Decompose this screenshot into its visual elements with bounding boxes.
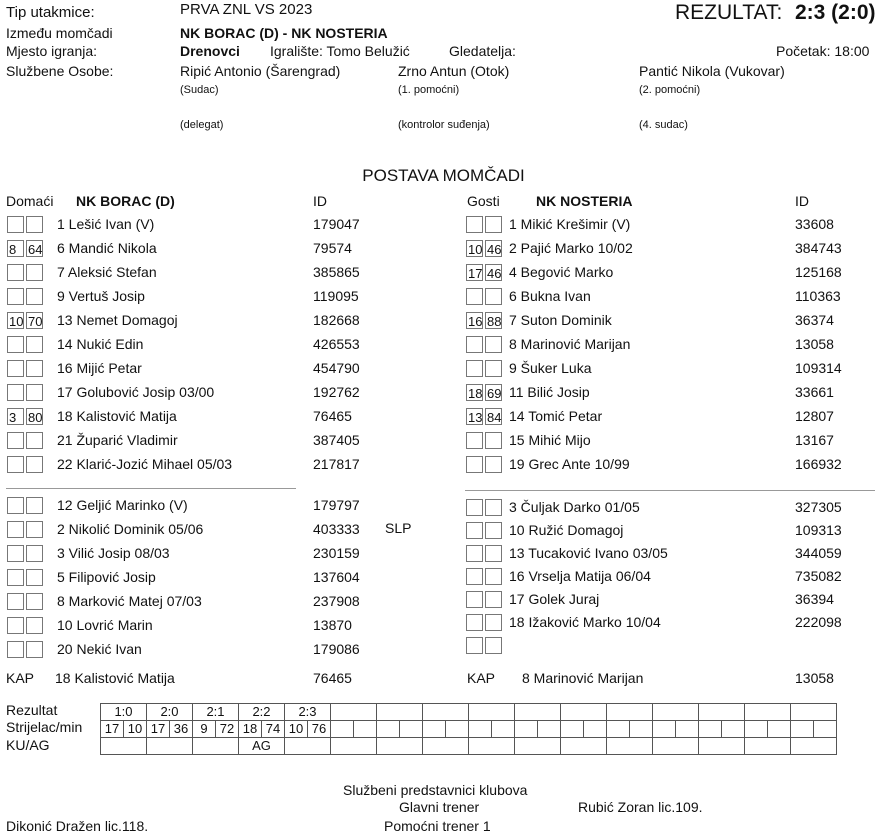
scorer-cell: 10 <box>285 721 308 738</box>
sudac-name: Ripić Antonio (Šarengrad) <box>180 63 341 79</box>
away-player-id: 33661 <box>795 384 834 400</box>
away-player-id: 13058 <box>795 336 834 352</box>
home-player-id: 76465 <box>313 408 352 424</box>
home-team: NK BORAC (D) <box>76 193 175 209</box>
minute-cell <box>492 721 515 738</box>
rezultat-label: REZULTAT: <box>675 1 783 24</box>
home-player-id: 119095 <box>313 288 359 304</box>
kontrolor-role: (kontrolor suđenja) <box>398 119 490 131</box>
away-box-a <box>466 614 483 631</box>
scorer-cell <box>423 721 446 738</box>
away-box-a <box>466 432 483 449</box>
away-player-id: 125168 <box>795 264 842 280</box>
home-box-b <box>26 569 43 586</box>
away-player-name: 6 Bukna Ivan <box>509 288 591 304</box>
away-kap-player: 8 Marinović Marijan <box>522 670 644 686</box>
home-box-a <box>7 456 24 473</box>
score-kuag-label: KU/AG <box>6 737 50 753</box>
kuag-cell <box>561 738 607 755</box>
away-team: NK NOSTERIA <box>536 193 633 209</box>
home-player-name: 14 Nukić Edin <box>57 336 144 352</box>
tip-value: PRVA ZNL VS 2023 <box>180 1 313 18</box>
home-kap-player: 18 Kalistović Matija <box>55 670 175 686</box>
scorer-cell: 17 <box>147 721 170 738</box>
sudac4-role: (4. sudac) <box>639 119 688 131</box>
away-player-id: 327305 <box>795 499 842 515</box>
minute-cell <box>676 721 699 738</box>
away-player-id: 344059 <box>795 545 842 561</box>
away-box-a: 16 <box>468 314 483 329</box>
home-divider <box>6 488 296 489</box>
scorer-cell: 17 <box>101 721 124 738</box>
pomocni-trener-label: Pomoćni trener 1 <box>384 818 491 834</box>
away-player-name: 4 Begović Marko <box>509 264 614 280</box>
home-box-a <box>7 336 24 353</box>
home-player-name: 7 Aleksić Stefan <box>57 264 157 280</box>
away-box-b: 69 <box>487 386 502 401</box>
kuag-cell <box>607 738 653 755</box>
home-kap-label: KAP <box>6 670 35 686</box>
result-cell <box>607 704 653 721</box>
izmedu-value: NK BORAC (D) - NK NOSTERIA <box>180 25 388 41</box>
score-strijelac-label: Strijelac/min <box>6 719 83 735</box>
away-box-a: 18 <box>468 386 483 401</box>
away-kap-label: KAP <box>467 670 496 686</box>
result-cell: 2:1 <box>193 704 239 721</box>
score-rezultat-label: Rezultat <box>6 702 58 718</box>
home-player-name: 1 Lešić Ivan (V) <box>57 216 155 232</box>
minute-cell: 76 <box>308 721 331 738</box>
home-box-a <box>7 384 24 401</box>
home-player-name: 3 Vilić Josip 08/03 <box>57 545 170 561</box>
result-cell <box>699 704 745 721</box>
away-player-name: 8 Marinović Marijan <box>509 336 631 352</box>
delegat-role: (delegat) <box>180 119 224 131</box>
home-player-id: 237908 <box>313 593 360 609</box>
minute-cell <box>446 721 469 738</box>
home-box-b <box>26 264 43 281</box>
kuag-cell <box>331 738 377 755</box>
away-box-b <box>485 288 502 305</box>
home-box-b <box>26 288 43 305</box>
home-player-name: 12 Geljić Marinko (V) <box>57 497 188 513</box>
scorer-cell <box>791 721 814 738</box>
away-box-b <box>485 432 502 449</box>
result-cell <box>561 704 607 721</box>
scorer-cell: 18 <box>239 721 262 738</box>
away-player-name: 7 Suton Dominik <box>509 312 612 328</box>
away-player-name: 2 Pajić Marko 10/02 <box>509 240 633 256</box>
away-player-name: 15 Mihić Mijo <box>509 432 591 448</box>
kuag-cell <box>147 738 193 755</box>
away-box-b <box>485 568 502 585</box>
slp-label: SLP <box>385 520 412 536</box>
home-player-name: 9 Vertuš Josip <box>57 288 145 304</box>
igraliste: Igralište: Tomo Belužić <box>270 43 410 59</box>
result-cell <box>469 704 515 721</box>
home-player-id: 387405 <box>313 432 360 448</box>
home-player-name: 6 Mandić Nikola <box>57 240 157 256</box>
kuag-cell <box>515 738 561 755</box>
minute-cell: 72 <box>216 721 239 738</box>
home-box-b <box>26 456 43 473</box>
home-player-id: 182668 <box>313 312 360 328</box>
minute-cell: 10 <box>124 721 147 738</box>
kuag-cell <box>791 738 837 755</box>
kuag-cell <box>423 738 469 755</box>
sudac-role: (Sudac) <box>180 84 219 96</box>
home-player-name: 16 Mijić Petar <box>57 360 142 376</box>
home-player-id: 179047 <box>313 216 360 232</box>
home-player-name: 21 Župarić Vladimir <box>57 432 178 448</box>
glavni-trener-label: Glavni trener <box>399 799 480 815</box>
away-box-a <box>466 591 483 608</box>
home-box-b <box>26 593 43 610</box>
away-player-id: 222098 <box>795 614 842 630</box>
scorer-cell <box>653 721 676 738</box>
home-box-b <box>26 497 43 514</box>
scorer-cell <box>607 721 630 738</box>
home-id-label: ID <box>313 193 327 209</box>
mjesto-value: Drenovci <box>180 43 240 59</box>
away-player-id: 735082 <box>795 568 842 584</box>
home-box-a <box>7 617 24 634</box>
home-box-b <box>26 432 43 449</box>
away-box-a <box>466 545 483 562</box>
kuag-cell: AG <box>239 738 285 755</box>
home-box-a <box>7 432 24 449</box>
home-player-id: 179797 <box>313 497 360 513</box>
away-player-id: 110363 <box>795 288 841 304</box>
score-table <box>100 703 837 755</box>
result-cell <box>791 704 837 721</box>
scorer-cell <box>699 721 722 738</box>
away-box-a <box>466 336 483 353</box>
away-player-id: 36374 <box>795 312 834 328</box>
home-player-id: 403333 <box>313 521 360 537</box>
away-player-id: 166932 <box>795 456 842 472</box>
away-box-b <box>485 545 502 562</box>
result-cell: 2:2 <box>239 704 285 721</box>
away-box-b <box>485 216 502 233</box>
home-box-a <box>7 288 24 305</box>
away-box-b <box>485 614 502 631</box>
home-player-id: 217817 <box>313 456 360 472</box>
away-player-name: 17 Golek Juraj <box>509 591 600 607</box>
away-divider <box>465 490 875 491</box>
away-player-id: 13167 <box>795 432 834 448</box>
scorer-cell <box>515 721 538 738</box>
away-player-id: 109314 <box>795 360 842 376</box>
pom2-name: Pantić Nikola (Vukovar) <box>639 63 785 79</box>
home-box-b <box>26 384 43 401</box>
away-player-id: 33608 <box>795 216 834 232</box>
home-person: Dikonić Dražen lic.118. <box>6 818 149 834</box>
away-box-a: 10 <box>468 242 483 257</box>
pom2-role: (2. pomoćni) <box>639 84 701 96</box>
result-cell <box>653 704 699 721</box>
osobe-label: Službene Osobe: <box>6 63 114 79</box>
away-player-id: 12807 <box>795 408 834 424</box>
scorer-cell <box>745 721 768 738</box>
home-box-b <box>26 336 43 353</box>
home-player-id: 192762 <box>313 384 360 400</box>
scorer-cell <box>469 721 492 738</box>
away-player-name: 11 Bilić Josip <box>509 384 590 400</box>
home-box-b: 70 <box>28 314 43 329</box>
minute-cell <box>400 721 423 738</box>
result-cell <box>377 704 423 721</box>
home-box-b <box>26 641 43 658</box>
away-id-label: ID <box>795 193 809 209</box>
home-box-b: 80 <box>28 410 43 425</box>
away-player-name: 1 Mikić Krešimir (V) <box>509 216 631 232</box>
minute-cell <box>768 721 791 738</box>
away-player-name: 9 Šuker Luka <box>509 360 592 376</box>
result-cell <box>515 704 561 721</box>
home-player-name: 2 Nikolić Dominik 05/06 <box>57 521 204 537</box>
away-box-a: 17 <box>468 266 483 281</box>
home-box-a <box>7 360 24 377</box>
home-player-name: 10 Lovrić Marin <box>57 617 153 633</box>
away-player-id: 36394 <box>795 591 834 607</box>
gledatelja: Gledatelja: <box>449 43 516 59</box>
minute-cell <box>538 721 561 738</box>
away-box-b: 46 <box>487 266 502 281</box>
minute-cell <box>722 721 745 738</box>
away-player-name: 14 Tomić Petar <box>509 408 603 424</box>
minute-cell <box>630 721 653 738</box>
result-cell: 2:0 <box>147 704 193 721</box>
home-player-name: 20 Nekić Ivan <box>57 641 142 657</box>
home-box-a <box>7 569 24 586</box>
home-player-id: 426553 <box>313 336 360 352</box>
away-kap-id: 13058 <box>795 670 834 686</box>
home-box-a <box>7 641 24 658</box>
away-label: Gosti <box>467 193 500 209</box>
away-box-a <box>466 499 483 516</box>
mjesto-label: Mjesto igranja: <box>6 43 98 59</box>
postava-title: POSTAVA MOMČADI <box>362 166 525 185</box>
pom1-name: Zrno Antun (Otok) <box>398 63 510 79</box>
scorer-cell <box>561 721 584 738</box>
home-label: Domaći <box>6 193 54 209</box>
home-box-a: 3 <box>7 408 24 425</box>
izmedu-label: Između momčadi <box>6 25 113 41</box>
away-box-b <box>485 637 502 654</box>
away-player-name: 18 Ižaković Marko 10/04 <box>509 614 661 630</box>
result-cell <box>331 704 377 721</box>
scorer-cell: 9 <box>193 721 216 738</box>
away-box-b <box>485 499 502 516</box>
home-player-name: 18 Kalistović Matija <box>57 408 177 424</box>
home-player-name: 13 Nemet Domagoj <box>57 312 178 328</box>
away-box-a <box>466 288 483 305</box>
scorer-cell <box>377 721 400 738</box>
home-player-id: 79574 <box>313 240 352 256</box>
result-cell <box>745 704 791 721</box>
home-player-id: 385865 <box>313 264 360 280</box>
away-box-a <box>466 522 483 539</box>
away-box-a <box>466 216 483 233</box>
away-player-id: 109313 <box>795 522 842 538</box>
home-box-a <box>7 216 24 233</box>
away-player-name: 10 Ružić Domagoj <box>509 522 624 538</box>
kuag-cell <box>193 738 239 755</box>
home-box-a <box>7 497 24 514</box>
minute-cell: 74 <box>262 721 285 738</box>
away-player-name: 3 Čuljak Darko 01/05 <box>509 499 640 515</box>
home-box-b <box>26 617 43 634</box>
home-player-id: 179086 <box>313 641 360 657</box>
home-player-name: 8 Marković Matej 07/03 <box>57 593 202 609</box>
home-player-id: 137604 <box>313 569 360 585</box>
rezultat-value: 2:3 (2:0) <box>795 1 876 24</box>
home-box-a: 10 <box>9 314 24 329</box>
away-box-b <box>485 336 502 353</box>
home-box-a <box>7 593 24 610</box>
away-box-a <box>466 637 483 654</box>
home-player-id: 230159 <box>313 545 360 561</box>
home-box-a <box>7 521 24 538</box>
kuag-cell <box>101 738 147 755</box>
pom1-role: (1. pomoćni) <box>398 84 460 96</box>
away-player-name: 19 Grec Ante 10/99 <box>509 456 630 472</box>
result-cell: 2:3 <box>285 704 331 721</box>
away-box-a <box>466 360 483 377</box>
kuag-cell <box>699 738 745 755</box>
away-box-b <box>485 360 502 377</box>
scorer-cell <box>331 721 354 738</box>
kuag-cell <box>469 738 515 755</box>
home-box-b: 64 <box>28 242 43 257</box>
home-box-a <box>7 264 24 281</box>
home-box-a <box>7 545 24 562</box>
away-box-a: 13 <box>468 410 483 425</box>
tip-label: Tip utakmice: <box>6 4 95 21</box>
home-box-b <box>26 521 43 538</box>
home-box-b <box>26 216 43 233</box>
away-box-b: 46 <box>487 242 502 257</box>
away-box-b <box>485 591 502 608</box>
predstavnici-label: Službeni predstavnici klubova <box>343 782 528 798</box>
home-player-name: 5 Filipović Josip <box>57 569 156 585</box>
away-box-b <box>485 522 502 539</box>
minute-cell: 36 <box>170 721 193 738</box>
minute-cell <box>814 721 837 738</box>
away-box-b <box>485 456 502 473</box>
home-player-id: 454790 <box>313 360 360 376</box>
away-person: Rubić Zoran lic.109. <box>578 799 703 815</box>
minute-cell <box>584 721 607 738</box>
result-cell: 1:0 <box>101 704 147 721</box>
kuag-cell <box>745 738 791 755</box>
kuag-cell <box>653 738 699 755</box>
kuag-cell <box>377 738 423 755</box>
home-player-name: 22 Klarić-Jozić Mihael 05/03 <box>57 456 233 472</box>
away-player-name: 13 Tucaković Ivano 03/05 <box>509 545 668 561</box>
pocetak: Početak: 18:00 <box>776 43 870 59</box>
minute-cell <box>354 721 377 738</box>
home-box-a: 8 <box>7 240 24 257</box>
away-box-a <box>466 568 483 585</box>
home-box-b <box>26 545 43 562</box>
home-box-b <box>26 360 43 377</box>
kuag-cell <box>285 738 331 755</box>
away-player-id: 384743 <box>795 240 842 256</box>
home-player-id: 13870 <box>313 617 352 633</box>
away-box-b: 84 <box>487 410 502 425</box>
away-box-b: 88 <box>487 314 502 329</box>
home-player-name: 17 Golubović Josip 03/00 <box>57 384 215 400</box>
result-cell <box>423 704 469 721</box>
away-box-a <box>466 456 483 473</box>
home-kap-id: 76465 <box>313 670 352 686</box>
away-player-name: 16 Vrselja Matija 06/04 <box>509 568 651 584</box>
